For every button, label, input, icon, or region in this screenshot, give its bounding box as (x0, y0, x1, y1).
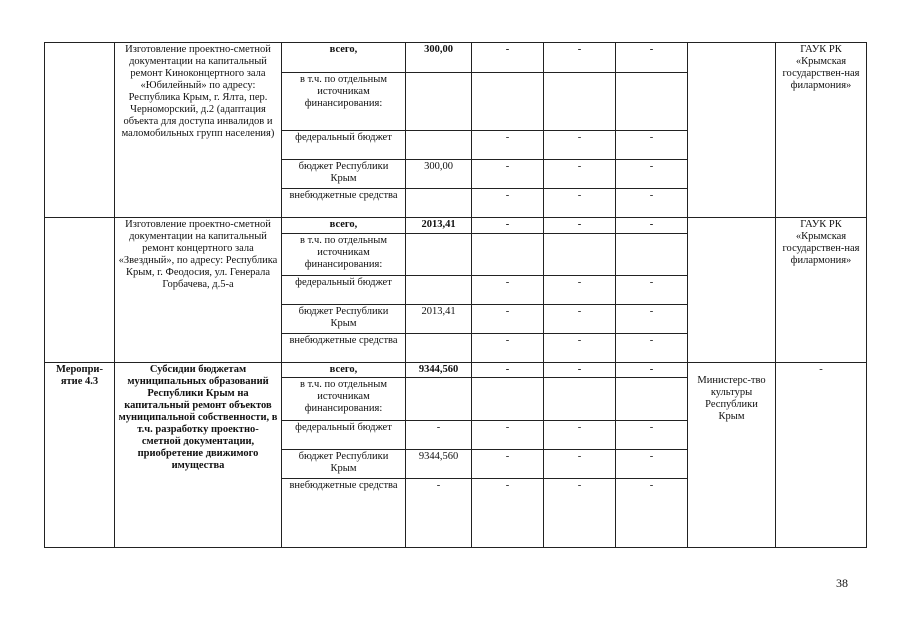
code-cell-empty (45, 218, 115, 363)
project2-republic-value: 2013,41 (406, 305, 472, 334)
measure43-offbudget-value: - (406, 479, 472, 548)
measure43-federal-label: федеральный бюджет (282, 421, 406, 450)
dash-cell: - (544, 189, 616, 218)
table-row (45, 218, 867, 234)
dash-cell: - (544, 334, 616, 363)
dash-cell: - (472, 43, 544, 73)
project2-incl-label: в т.ч. по отдельным источникам финансирования: (282, 234, 406, 276)
page-number: 38 (836, 576, 848, 590)
dash-cell: - (544, 160, 616, 189)
dash-cell: - (616, 43, 688, 73)
dash-cell: - (472, 189, 544, 218)
dash-cell: - (472, 276, 544, 305)
dash-cell: - (544, 479, 616, 548)
dash-cell: - (472, 305, 544, 334)
dash-cell: - (616, 479, 688, 548)
measure43-code: Меропри-ятие 4.3 (45, 363, 115, 548)
project2-offbudget-label: внебюджетные средства (282, 334, 406, 363)
dash-cell: - (616, 305, 688, 334)
dash-cell: - (544, 363, 616, 378)
dash-cell: - (616, 160, 688, 189)
project2-description: Изготовление проектно-сметной документации на капитальный ремонт концертного зала «Звездный», по адресу: Республика Крым, г. Феодосия, ул. Генерала Горбачева, д.5-а (115, 218, 282, 363)
dash-cell: - (472, 479, 544, 548)
dash-cell: - (472, 160, 544, 189)
project1-total-value: 300,00 (406, 43, 472, 73)
measure43-republic-label: бюджет Республики Крым (282, 450, 406, 479)
measure43-federal-value: - (406, 421, 472, 450)
budget-table (44, 42, 867, 548)
dash-cell: - (472, 363, 544, 378)
project2-republic-label: бюджет Республики Крым (282, 305, 406, 334)
dash-cell: - (616, 218, 688, 234)
table-row (45, 363, 867, 378)
measure43-description: Субсидии бюджетам муниципальных образований Республики Крым на капитальный ремонт объектов муниципальной собственности, в т.ч. разработку проектно-сметной документации, приобретение движимого имущества (115, 363, 282, 548)
project1-republic-value: 300,00 (406, 160, 472, 189)
dash-cell: - (544, 421, 616, 450)
dash-cell: - (616, 450, 688, 479)
dash-cell: - (544, 131, 616, 160)
measure43-incl-label: в т.ч. по отдельным источникам финансирования: (282, 378, 406, 421)
project1-federal-label: федеральный бюджет (282, 131, 406, 160)
project1-total-label: всего, (282, 43, 406, 73)
project1-offbudget-label: внебюджетные средства (282, 189, 406, 218)
dash-cell: - (544, 43, 616, 73)
dash-cell: - (472, 131, 544, 160)
responsible-cell-empty (688, 218, 776, 363)
measure43-offbudget-label: внебюджетные средства (282, 479, 406, 548)
dash-cell: - (472, 450, 544, 479)
dash-cell: - (616, 276, 688, 305)
project2-total-label: всего, (282, 218, 406, 234)
dash-cell: - (544, 276, 616, 305)
dash-cell: - (616, 334, 688, 363)
project2-total-value: 2013,41 (406, 218, 472, 234)
dash-cell: - (472, 421, 544, 450)
responsible-cell-empty (688, 43, 776, 218)
project1-republic-label: бюджет Республики Крым (282, 160, 406, 189)
measure43-executor: - (776, 363, 867, 548)
dash-cell: - (616, 421, 688, 450)
code-cell-empty (45, 43, 115, 218)
dash-cell: - (472, 334, 544, 363)
dash-cell: - (544, 218, 616, 234)
measure43-total-value: 9344,560 (406, 363, 472, 378)
dash-cell: - (544, 305, 616, 334)
dash-cell: - (472, 218, 544, 234)
project1-description: Изготовление проектно-сметной документации на капитальный ремонт Киноконцертного зала «Юбилейный» по адресу: Республика Крым, г. Ялта, пер. Черноморский, д.2 (адаптация объекта для доступа инвалидов и маломобильных групп населения) (115, 43, 282, 218)
dash-cell: - (544, 450, 616, 479)
dash-cell: - (616, 189, 688, 218)
project2-executor: ГАУК РК «Крымская государствен-ная филармония» (776, 218, 867, 363)
dash-cell: - (616, 131, 688, 160)
measure43-republic-value: 9344,560 (406, 450, 472, 479)
table-row (45, 43, 867, 73)
project1-executor: ГАУК РК «Крымская государствен-ная филармония» (776, 43, 867, 218)
measure43-responsible: Министерс-тво культуры Республики Крым (688, 363, 776, 548)
project2-federal-label: федеральный бюджет (282, 276, 406, 305)
dash-cell: - (616, 363, 688, 378)
project1-incl-label: в т.ч. по отдельным источникам финансирования: (282, 73, 406, 131)
measure43-total-label: всего, (282, 363, 406, 378)
